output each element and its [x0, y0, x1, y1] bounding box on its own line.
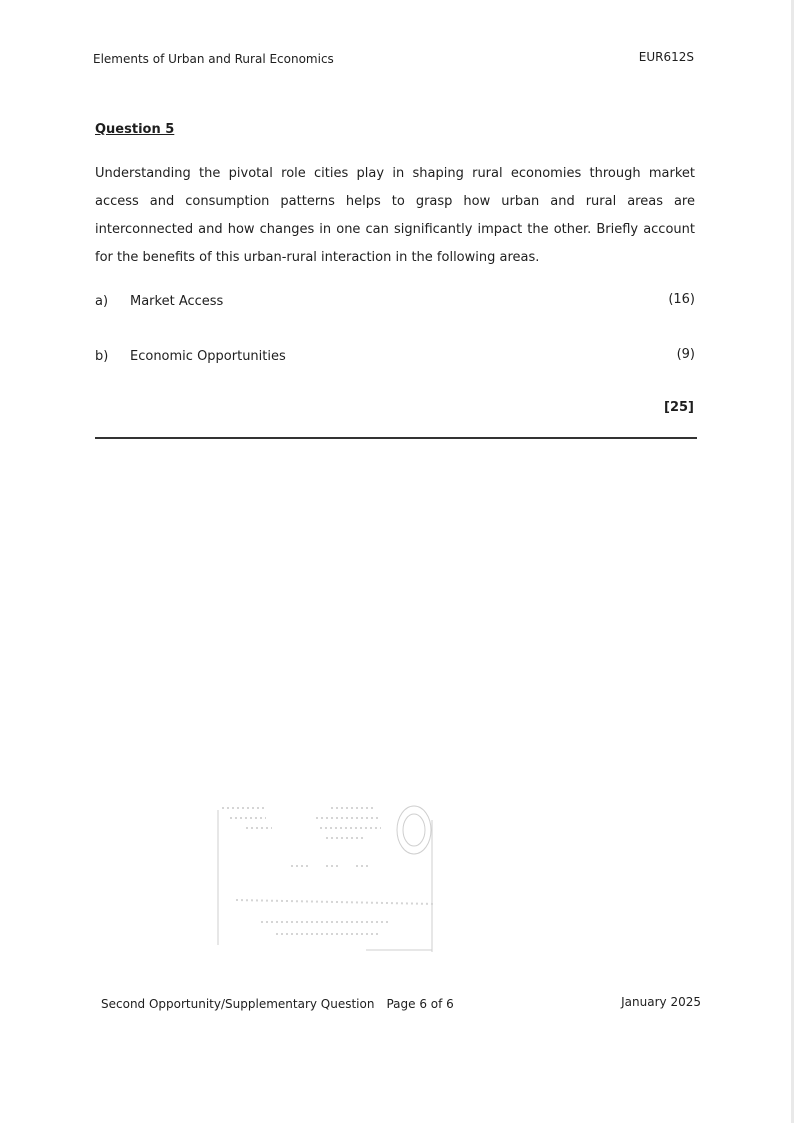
course-code: EUR612S	[638, 50, 694, 64]
section-divider	[95, 437, 697, 439]
faded-stamp	[216, 800, 438, 955]
item-letter: a)	[95, 294, 109, 309]
course-title: Elements of Urban and Rural Economics	[93, 52, 334, 66]
question-item-a	[95, 294, 695, 314]
footer-exam-info	[101, 997, 454, 1011]
item-text: Economic Opportunities	[130, 349, 286, 364]
item-letter: b)	[95, 349, 109, 364]
question-title: Question 5	[95, 122, 175, 137]
item-text: Market Access	[130, 294, 224, 309]
item-marks: (16)	[668, 292, 695, 307]
item-marks: (9)	[676, 347, 695, 362]
question-item-b	[95, 349, 695, 369]
page-number: Page 6 of 6	[386, 997, 454, 1011]
exam-type: Second Opportunity/Supplementary Question	[101, 997, 375, 1011]
question-paragraph: Understanding the pivotal role cities play in shaping rural economies through market access and consumption patterns helps to grasp how urban and rural areas are interconnected and how changes in one can significantly impact the other. Briefly account for the benefits of this urban-rural interaction in the following areas.	[95, 166, 695, 265]
exam-date: January 2025	[621, 995, 701, 1009]
total-marks: [25]	[664, 400, 694, 415]
